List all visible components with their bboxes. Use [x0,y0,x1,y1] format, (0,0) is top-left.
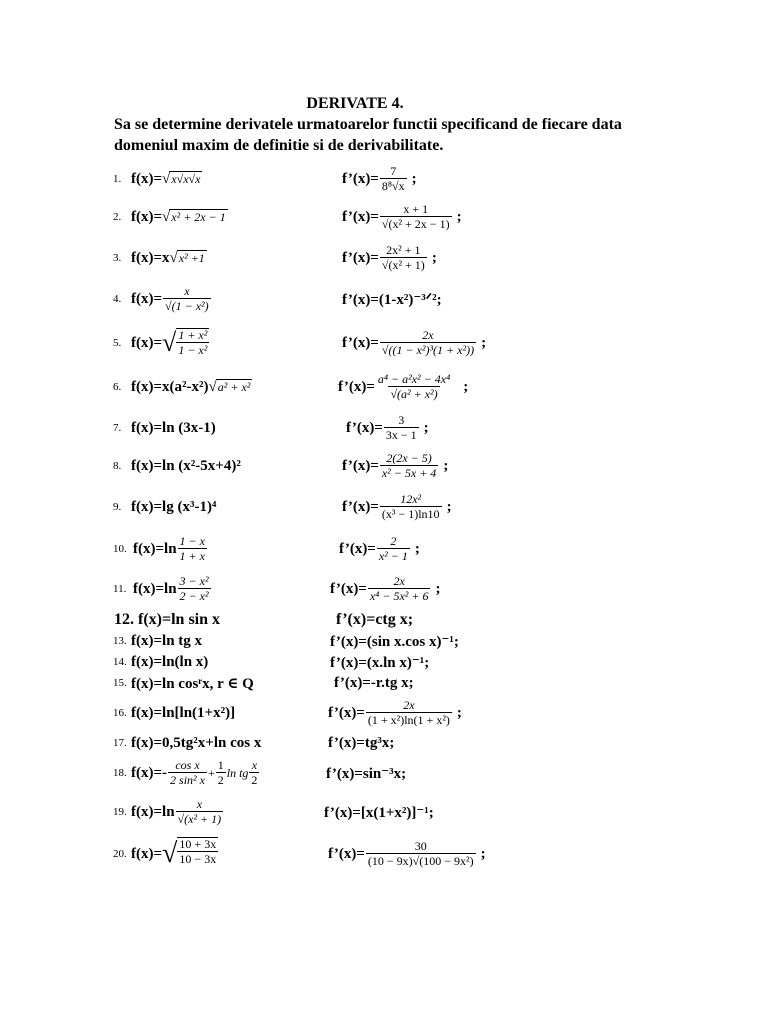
exercise-row-15 [0,673,768,693]
derivative-result: f’(x)= $\frac{7}{\text{8⁸√x}}$ ; [342,164,417,193]
function-definition: f(x)=ln[ln(1+x²)] [131,704,236,721]
exercise-number: 8. [113,460,122,472]
exercise-number: 12. [114,611,134,628]
exercise-row-9 [0,492,768,522]
exercise-number: 9. [113,501,122,513]
function-definition: f(x)=- $\frac{\text{cos x}}{\text{2 sin² x}}$ + $\frac{1}{2}$ ln tg $\frac{x}{2}$ [131,758,258,787]
derivative-result: f’(x)= $\frac{2x}{\text{x⁴ − 5x² + 6}}$ ; [330,574,441,603]
exercise-row-13 [0,631,768,651]
instruction-text: Sa se determine derivatele urmatoarelor functii specificand de fiecare data domeniul maxim de definitie si de derivabilitate. [114,116,622,154]
exercise-number: 1. [113,173,122,185]
exercise-row-5 [0,328,768,358]
function-definition: f(x)=ln (x²-5x+4)² [131,457,241,474]
exercise-number: 4. [113,293,122,305]
exercise-row-2 [0,204,768,230]
exercise-row-12 [0,610,768,630]
function-definition: f(x)=ln cosʳx, r ∈ Q [131,675,254,692]
derivative-result: f’(x)=(x.ln x)⁻¹; [330,654,430,671]
derivative-result: f’(x)= $\frac{x + 1}{\text{√(x² + 2x − 1)}}$ ; [342,202,462,231]
function-definition: f(x)=x(a²-x²) √ a² + x² [131,378,251,395]
exercise-row-11 [0,573,768,605]
exercise-row-14 [0,652,768,672]
function-definition: f(x)=0,5tg²x+ln cos x [131,734,262,751]
derivative-result: f’(x)= $\frac{\text{2x² + 1}}{\text{√(x² + 1)}}$ ; [342,243,437,272]
function-definition: f(x)=x √ x² +1 [131,249,205,266]
exercise-number: 10. [113,543,127,555]
derivative-result: f’(x)= $\frac{3}{3x - 1}$ ; [346,413,429,442]
exercise-number: 6. [113,381,122,393]
function-definition: f(x)= √ $\frac{10 + 3x}{10 - 3x}$ [131,837,217,869]
exercise-number: 19. [113,806,127,818]
derivative-result: f’(x)=-r.tg x; [334,674,414,691]
exercise-row-17 [0,733,768,753]
function-definition: f(x)=ln(ln x) [131,653,209,670]
function-definition: f(x)= $\frac{x}{\text{√(1 − x²)}}$ [131,284,209,313]
function-definition: f(x)=ln $\frac{x}{\text{√(x² + 1)}}$ [131,797,222,826]
derivative-result: f’(x)= $\frac{2x}{\text{(1 + x²)ln(1 + x²)}}$ ; [328,698,462,727]
function-definition: f(x)= √ x² + 2x − 1 [131,208,226,225]
derivative-result: f’(x)=(sin x.cos x)⁻¹; [330,633,459,650]
exercise-number: 5. [113,337,122,349]
exercise-number: 15. [113,677,127,689]
derivative-result: f’(x)=[x(1+x²)]⁻¹; [324,804,434,821]
derivative-result: f’(x)=(1-x²)⁻³ᐟ²; [342,291,442,308]
exercise-number: 18. [113,767,127,779]
exercise-number: 13. [113,635,127,647]
exercise-number: 11. [113,583,127,595]
exercise-row-7 [0,414,768,442]
function-definition: f(x)= √ x√x√x [131,170,201,187]
exercise-number: 20. [113,848,127,860]
exercise-row-1 [0,166,768,192]
exercise-number: 7. [113,422,122,434]
derivative-result: f’(x)= $\frac{2}{\text{x² − 1}}$ ; [339,534,420,563]
exercise-row-10 [0,534,768,564]
document-title: DERIVATE 4. [306,95,404,112]
derivative-result: f’(x)= $\frac{2x}{\text{√((1 − x²)³(1 + x²))}}$ ; [342,328,487,357]
derivative-result: f’(x)=tg³x; [328,734,395,751]
exercise-number: 14. [113,656,127,668]
function-definition: f(x)=ln (3x-1) [131,419,216,436]
derivative-result: f’(x)=ctg x; [336,611,414,628]
radical: √ x√x√x [162,171,201,187]
derivative-result: f’(x)= $\frac{30}{\text{(10 − 9x)√(100 − 9x²)}}$ ; [328,839,486,868]
derivative-result: f’(x)= $\frac{\text{12x²}}{\text{(x³ − 1)ln10}}$ ; [342,492,452,521]
function-definition: f(x)=ln tg x [131,632,203,649]
function-definition: f(x)= √ $\frac{\text{1 + x²}}{\text{1 − x²}}$ [131,328,208,357]
exercise-row-16 [0,698,768,728]
function-definition: f(x)=ln $\frac{1 - x}{1 + x}$ [133,534,205,563]
exercise-row-6 [0,372,768,402]
exercise-row-3 [0,245,768,271]
exercise-number: 3. [113,252,122,264]
exercise-row-19 [0,796,768,828]
function-definition: f(x)=ln sin x [138,611,221,628]
exercise-number: 17. [113,737,127,749]
derivative-result: f’(x)= $\frac{2(2x - 5)}{\text{x² − 5x + 4}}$ ; [342,451,449,480]
exercise-row-20 [0,836,768,872]
derivative-result: f’(x)= $\frac{\text{a⁴ − a²x² − 4x⁴}}{\text{√(a² + x²)}}$ ; [338,372,469,401]
exercise-number: 16. [113,707,127,719]
function-definition: f(x)=lg (x³-1)⁴ [131,498,217,515]
exercise-row-18 [0,756,768,790]
function-definition: f(x)=ln $\frac{\text{3 − x²}}{\text{2 − x²}}$ [133,574,209,603]
derivative-result: f’(x)=sin⁻³x; [326,765,407,782]
exercise-row-4 [0,286,768,312]
exercise-number: 2. [113,211,122,223]
exercise-row-8 [0,452,768,480]
